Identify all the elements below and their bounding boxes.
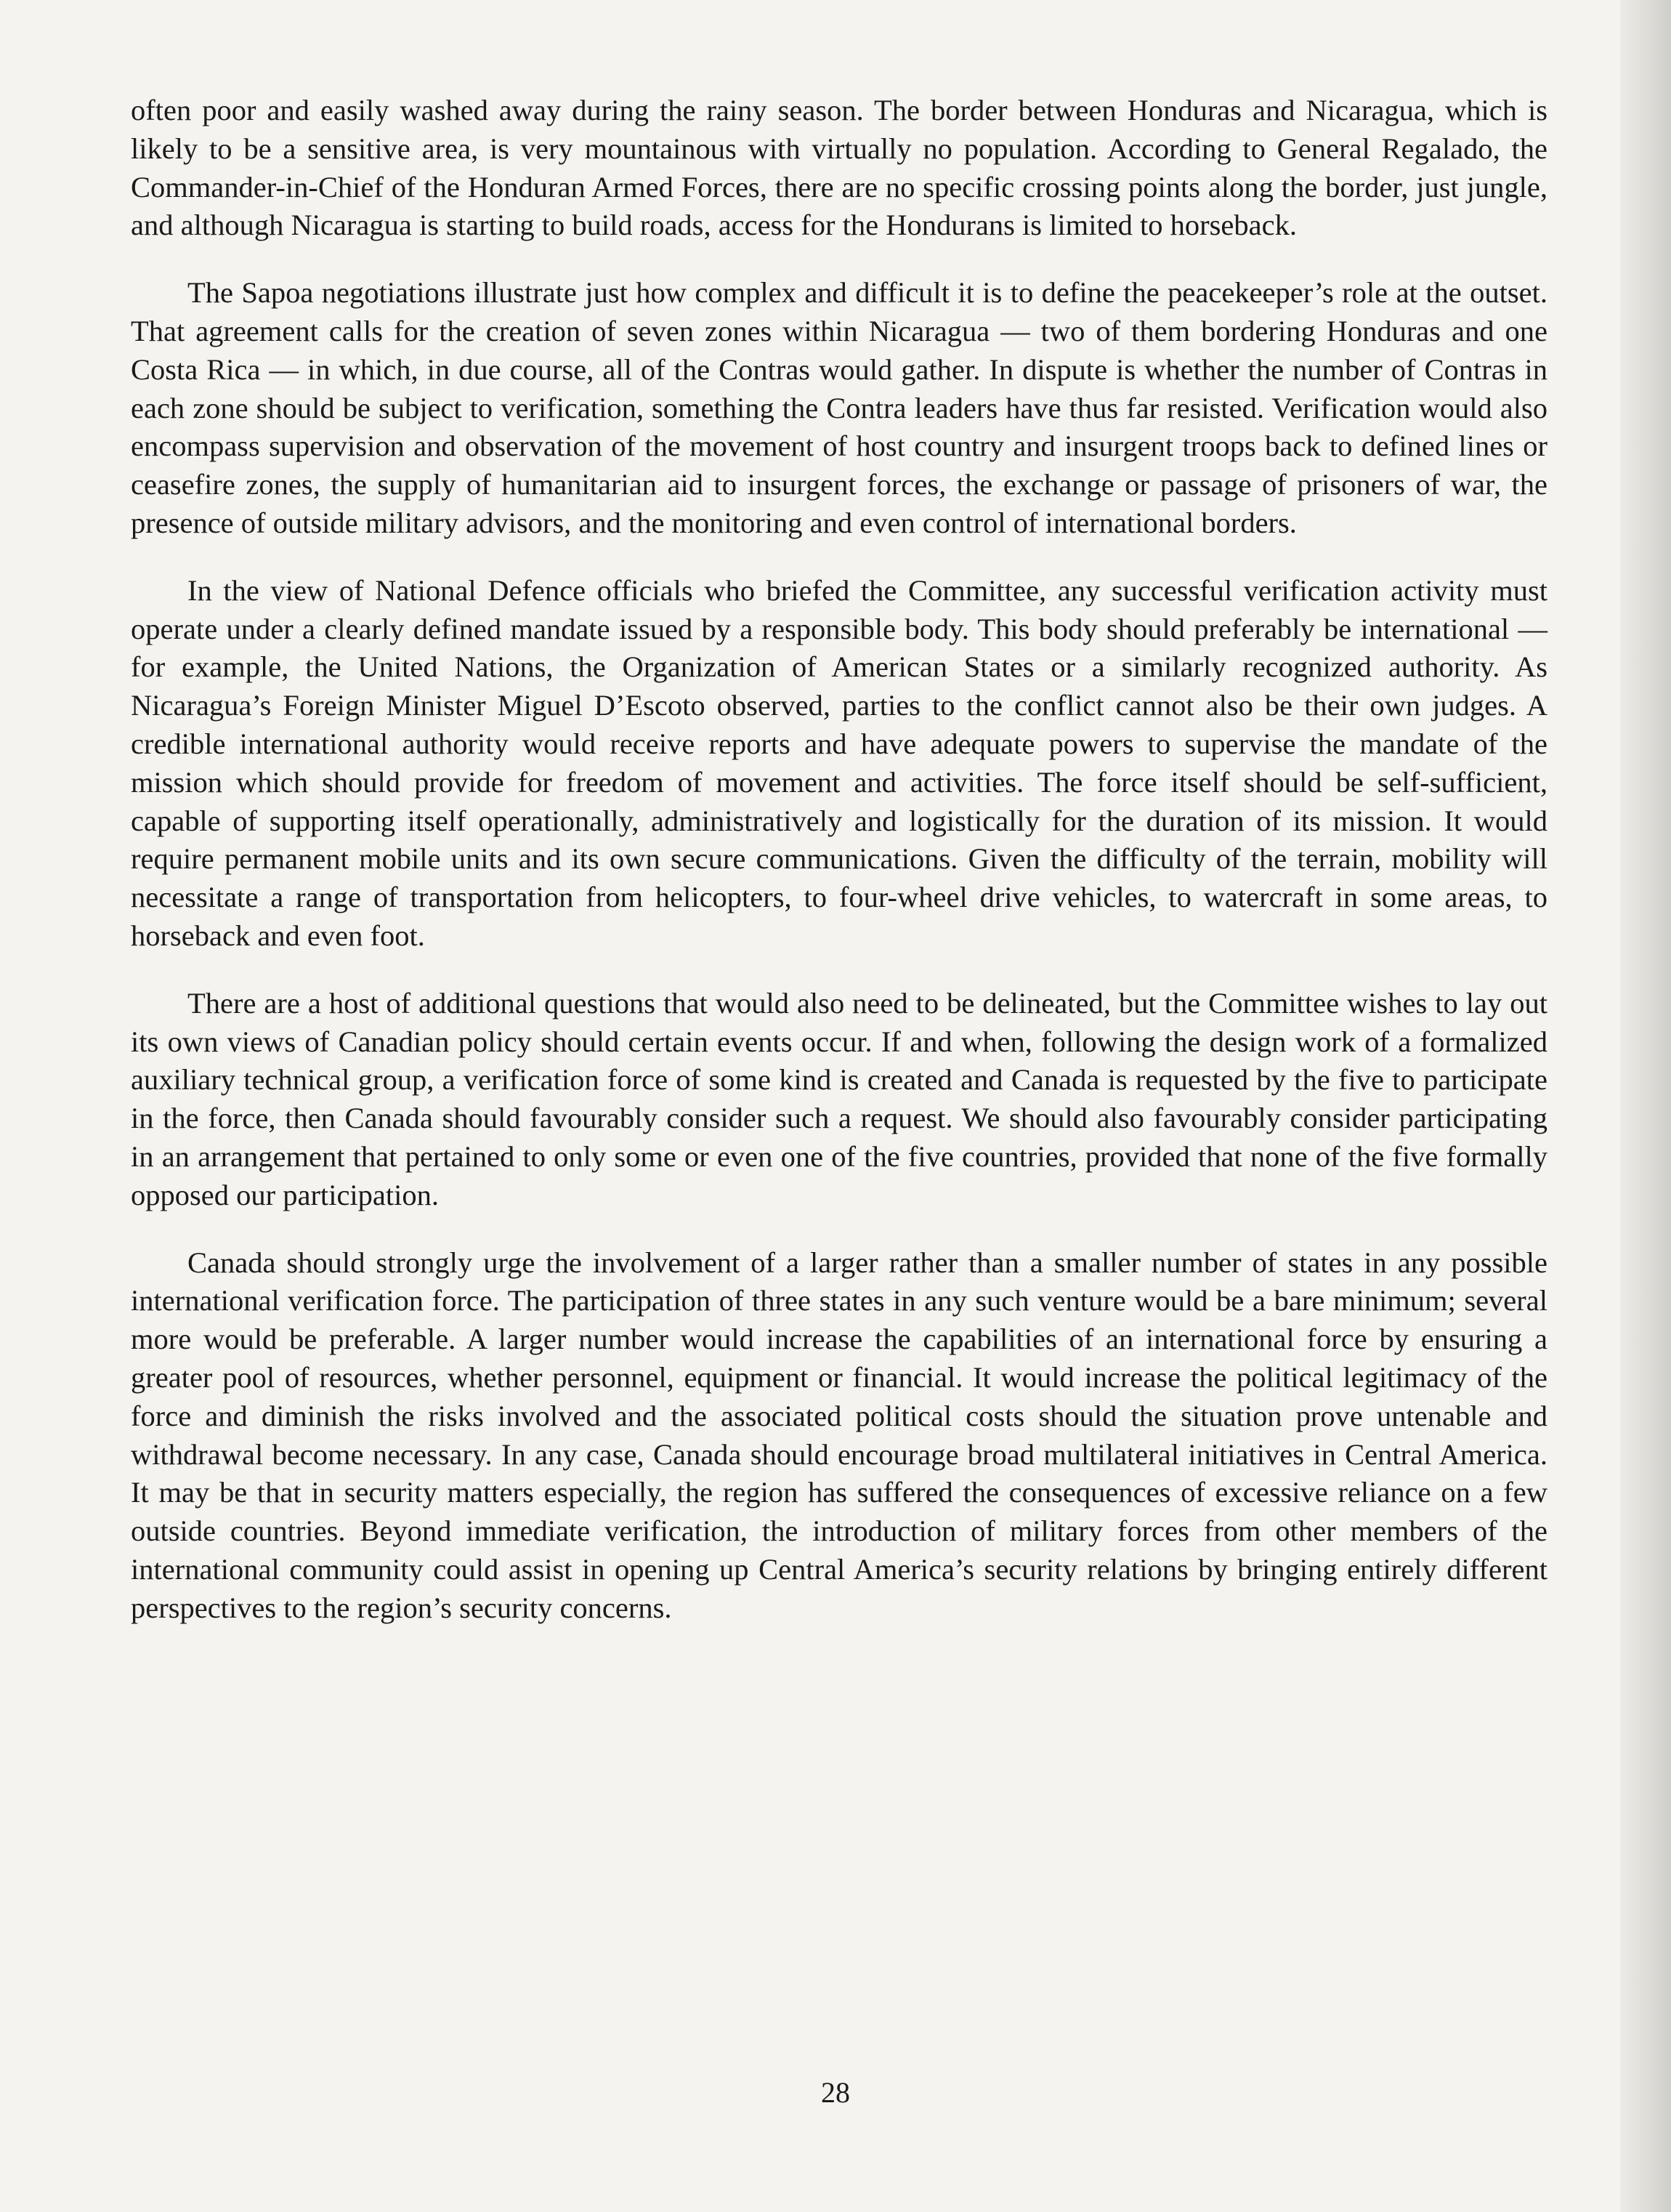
body-text: [131, 92, 1547, 1627]
page-number: 28: [821, 2076, 850, 2109]
paragraph-4: There are a host of additional questions that would also need to be delineated, but the Committee wishes to lay out its own views of Canadian policy should certain events occur. If and when, following the design work of a formalized auxiliary technical group, a verification force of some kind is created and Canada is requested by the five to participate in the force, then Canada should favourably consider such a request. We should also favourably consider participating in an arrangement that pertained to only some or even one of the five countries, provided that none of the five formally opposed our participation.: [131, 986, 1547, 1211]
paragraph-2: The Sapoa negotiations illustrate just how complex and difficult it is to define the peacekeeper’s role at the outset. That agreement calls for the creation of seven zones within Nicaragua — two of them bordering Honduras and one Costa Rica — in which, in due course, all of the Contras would gather. In dispute is whether the number of Contras in each zone should be subject to verification, something the Contra leaders have thus far resisted. Verification would also encompass supervision and observation of the movement of host country and insurgent troops back to defined lines or ceasefire zones, the supply of humanitarian aid to insurgent forces, the exchange or passage of prisoners of war, the presence of outside military advisors, and the monitoring and even control of international borders.: [131, 276, 1547, 539]
page-edge-shadow: [1620, 0, 1671, 2212]
paragraph-1: often poor and easily washed away during the rainy season. The border between Honduras and Nicaragua, which is likely to be a sensitive area, is very mountainous with virtually no population. According to General Regalado, the Commander-in-Chief of the Honduran Armed Forces, there are no specific crossing points along the border, just jungle, and although Nicaragua is starting to build roads, access for the Hondurans is limited to horseback.: [131, 94, 1547, 242]
paragraph-5: Canada should strongly urge the involvement of a larger rather than a smaller number of states in any possible international verification force. The participation of three states in any such venture would be a bare minimum; several more would be preferable. A larger number would increase the capabilities of an international force by ensuring a greater pool of resources, whether personnel, equipment or financial. It would increase the political legitimacy of the force and diminish the risks involved and the associated political costs should the situation prove untenable and withdrawal become necessary. In any case, Canada should encourage broad multilateral initiatives in Central America. It may be that in security matters especially, the region has suffered the consequences of excessive reliance on a few outside countries. Beyond immediate verification, the introduction of military forces from other members of the international community could assist in opening up Central America’s security relations by bringing entirely different perspectives to the region’s security concerns.: [131, 1246, 1547, 1624]
paragraph-3: In the view of National Defence officials who briefed the Committee, any successful verification activity must operate under a clearly defined mandate issued by a responsible body. This body should preferably be international — for example, the United Nations, the Organization of American States or a similarly recognized authority. As Nicaragua’s Foreign Minister Miguel D’Escoto observed, parties to the conflict cannot also be their own judges. A credible international authority would receive reports and have adequate powers to supervise the mandate of the mission which should provide for freedom of movement and activities. The force itself should be self-sufficient, capable of supporting itself operationally, administratively and logistically for the duration of its mission. It would require permanent mobile units and its own secure communications. Given the difficulty of the terrain, mobility will necessitate a range of transportation from helicopters, to four-wheel drive vehicles, to watercraft in some areas, to horseback and even foot.: [131, 573, 1547, 952]
